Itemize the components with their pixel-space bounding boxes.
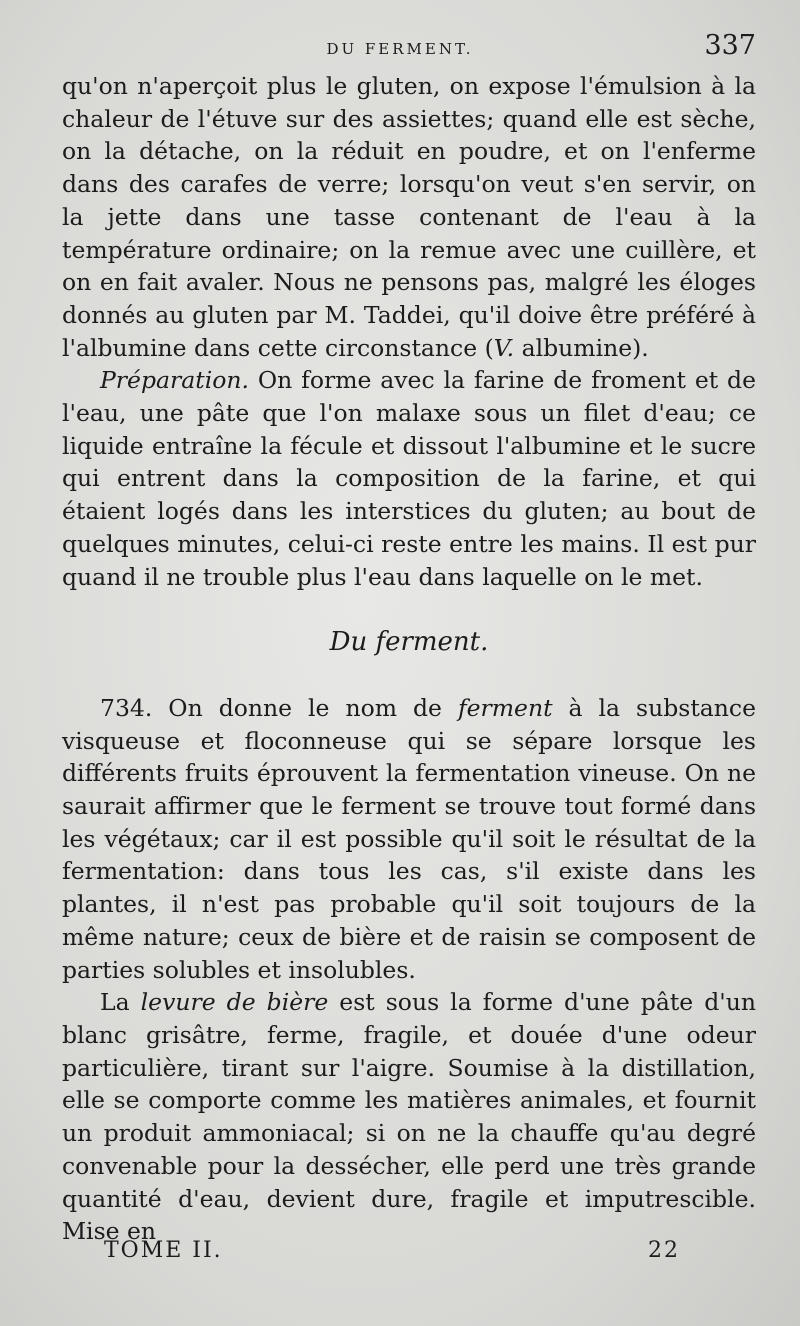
running-title: DU FERMENT. bbox=[326, 40, 474, 58]
section-heading: Du ferment. bbox=[329, 627, 489, 658]
italic-term: ferment bbox=[457, 693, 553, 722]
volume-label: TOME II. bbox=[104, 1238, 223, 1263]
paragraph-text: On forme avec la farine de froment et de l'eau, une pâte que l'on malaxe sous un filet d'eau; ce liquide entraîne la fécule et dissout l'albumine et le sucre qui entrent dans la composition de la farine, et qui étaient logés dans les interstices du gluten; au bout de quelques minutes, celui-ci reste entre les mains. Il est pur quand il ne trouble plus l'eau dans laquelle on le met. bbox=[62, 366, 756, 591]
paragraph-text: La bbox=[100, 988, 141, 1017]
page-footer bbox=[104, 1238, 680, 1263]
italic-term: levure de bière bbox=[140, 988, 329, 1017]
reference-abbreviation: V. bbox=[493, 333, 515, 362]
paragraph-levure bbox=[62, 986, 756, 1248]
paragraph-text: albumine). bbox=[514, 333, 649, 362]
run-in-heading: Préparation. bbox=[100, 366, 249, 395]
paragraph-734 bbox=[62, 692, 756, 986]
paragraph bbox=[62, 70, 756, 364]
paragraph-text: 734. On donne le nom de bbox=[100, 693, 458, 722]
page-number: 337 bbox=[704, 30, 756, 61]
body-text bbox=[62, 70, 756, 1248]
paragraph-text: qu'on n'aperçoit plus le gluten, on expose l'émulsion à la chaleur de l'étuve sur des assiettes; quand elle est sèche, on la détache, on la réduit en poudre, et on l'enferme dans des carafes de verre; lorsqu'on veut s'en servir, on la jette dans une tasse contenant de l'eau à la température ordinaire; on la remue avec une cuillère, et on en fait avaler. Nous ne pensons pas, malgré les éloges donnés au gluten par M. Taddei, qu'il doive être préféré à l'albumine dans cette circonstance ( bbox=[62, 72, 756, 362]
paragraph-text: à la substance visqueuse et floconneuse qui se sépare lorsque les différents fruits éprouvent la fermentation vineuse. On ne saurait affirmer que le ferment se trouve tout formé dans les végétaux; car il est possible qu'il soit le résultat de la fermentation: dans tous les cas, s'il existe dans les plantes, il n'est pas probable qu'il soit toujours de la même nature; ceux de bière et de raisin se composent de parties solubles et insolubles. bbox=[62, 693, 756, 984]
paragraph-preparation bbox=[62, 364, 756, 593]
paragraph-text: est sous la forme d'une pâte d'un blanc grisâtre, ferme, fragile, et douée d'une odeur particulière, tirant sur l'aigre. Soumise à la distillation, elle se comporte comme les matières animales, et fournit un produit ammoniacal; si on ne la chauffe qu'au degré convenable pour la dessécher, elle perd une très grande quantité d'eau, devient dure, fragile et imputrescible. Mise en bbox=[62, 988, 756, 1246]
signature-mark: 22 bbox=[648, 1238, 680, 1263]
